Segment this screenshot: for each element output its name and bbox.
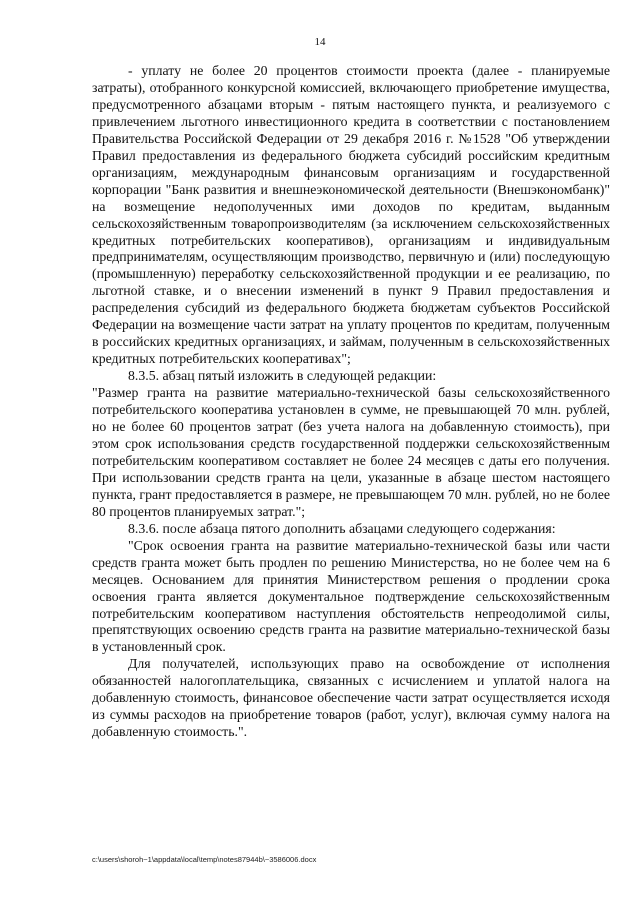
paragraph-vat-exemption: Для получателей, использующих право на освобождение от исполнения обязанностей налогоплательщика, связанных с исчислением и уплатой налога на добавленную стоимость, финансовое обеспечение части затрат осуществляется исходя из суммы расходов на приобретение товаров (работ, услуг), включая сумму налога на добавленную стоимость.". bbox=[92, 656, 610, 740]
paragraph-grant-size: "Размер гранта на развитие материально-технической базы сельскохозяйственного потребительского кооператива установлен в сумме, не превышающей 70 млн. рублей, но не более 60 процентов затрат (без учета налога на добавленную стоимость), при этом срок использования средств государственной поддержки сельскохозяйственным потребительским кооперативом составляет не более 24 месяцев с даты его получения. При использовании средств гранта на цели, указанные в абзаце шестом настоящего пункта, грант предоставляется в размере, не превышающем 70 млн. рублей, но не более 80 процентов планируемых затрат."; bbox=[92, 385, 610, 519]
page-number: 14 bbox=[314, 36, 326, 48]
paragraph-8-3-5: 8.3.5. абзац пятый изложить в следующей редакции: bbox=[128, 368, 437, 384]
paragraph-subsidy-payment: - уплату не более 20 процентов стоимости проекта (далее - планируемые затраты), отобранного конкурсной комиссией, включающего приобретение имущества, предусмотренного абзацами вторым - пятым настоящего пункта, и реализуемого с привлечением льготного инвестиционного кредита в соответствии с постановлением Правительства Российской Федерации от 29 декабря 2016 г. №1528 "Об утверждении Правил предоставления из федерального бюджета субсидий российским кредитным организациям, международным финансовым организациям и государственной корпорации "Банк развития и внешнеэкономической деятельности (Внешэкономбанк)" на возмещение недополученных ими доходов по кредитам, выданным сельскохозяйственным товаропроизводителям (за исключением сельскохозяйственных кредитных потребительских кооперативов), организациям и индивидуальным предпринимателям, осуществляющим производство, первичную и (или) последующую (промышленную) переработку сельскохозяйственной продукции и ее реализацию, по льготной ставке, и о внесении изменений в пункт 9 Правил предоставления и распределения субсидий из федерального бюджета бюджетам субъектов Российской Федерации на возмещение части затрат на уплату процентов по кредитам, полученным в российских кредитных организациях, и займам, полученным в сельскохозяйственных кредитных потребительских кооперативах"; bbox=[92, 63, 610, 367]
document-body bbox=[92, 63, 610, 741]
paragraph-8-3-6: 8.3.6. после абзаца пятого дополнить абзацами следующего содержания: bbox=[128, 520, 556, 536]
paragraph-grant-term: "Срок освоения гранта на развитие материально-технической базы или части средств гранта может быть продлен по решению Министерства, но не более чем на 6 месяцев. Основанием для принятия Министерством решения о продлении срока освоения гранта является документальное подтверждение сельскохозяйственным потребительским кооперативом наступления обстоятельств непреодолимой силы, препятствующих освоению средств гранта на развитие материально-технической базы в установленный срок. bbox=[92, 537, 610, 655]
footer-file-path: c:\users\shoroh~1\appdata\local\temp\notes87944b\~3586006.docx bbox=[92, 855, 317, 864]
